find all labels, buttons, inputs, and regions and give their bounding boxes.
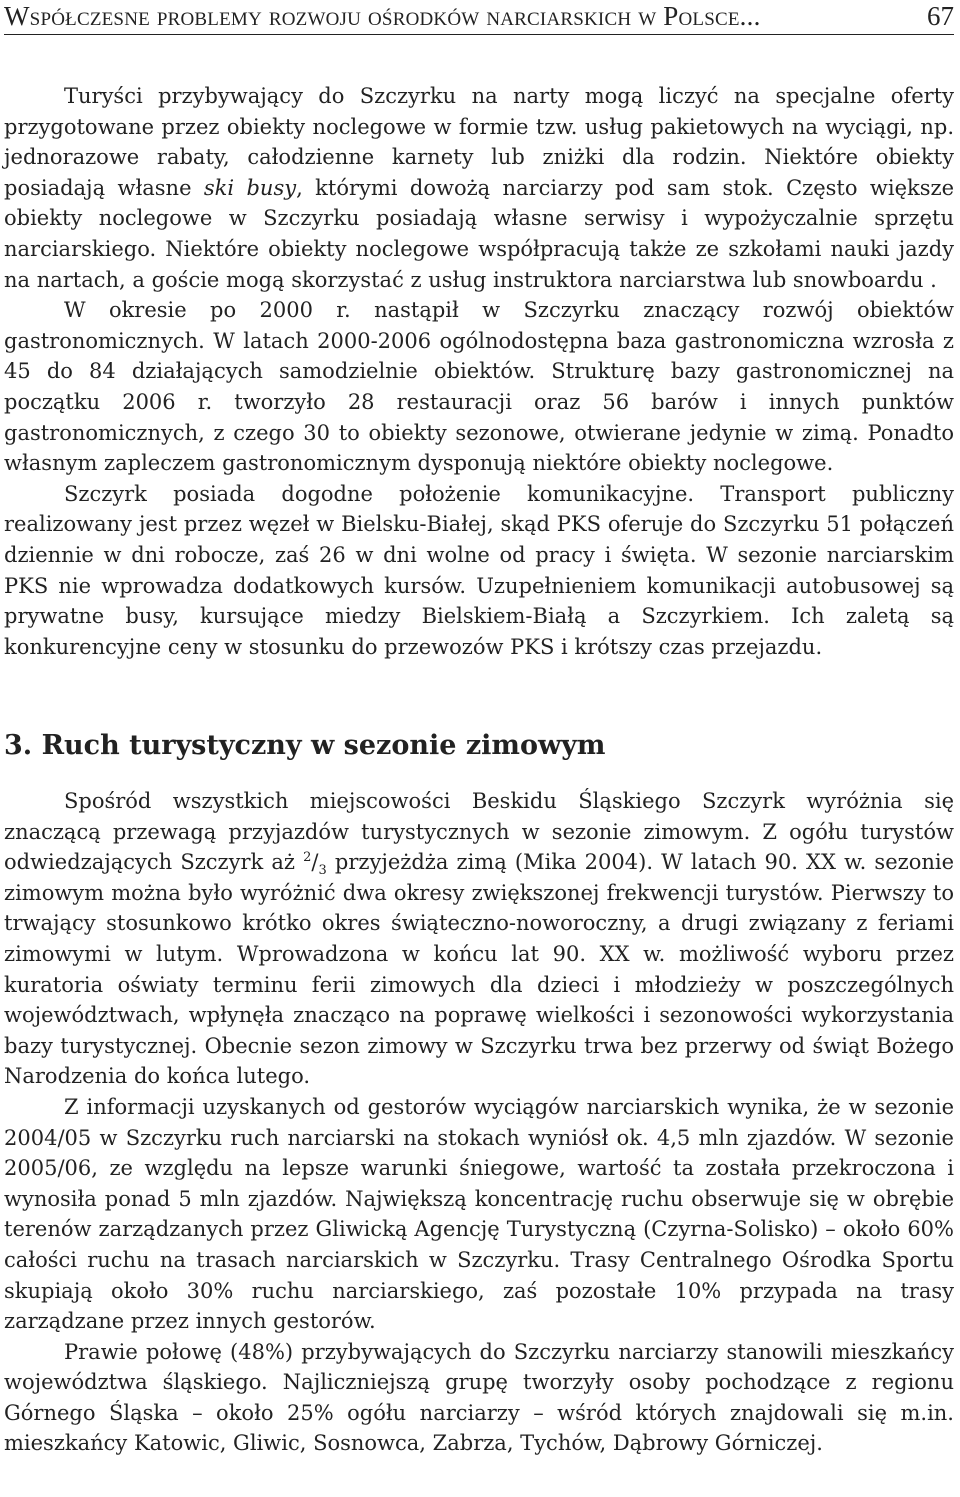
section-heading: 3. Ruch turystyczny w sezonie zimowym bbox=[4, 730, 606, 761]
fraction-denominator: 3 bbox=[318, 863, 327, 879]
document-page bbox=[4, 0, 955, 1456]
paragraph-gastronomy: W okresie po 2000 r. nastąpił w Szczyrku znaczący rozwój obiektów gastronomicznych. W latach 2000-2006 ogólnodostępna baza gastronomiczna wzrosła z 45 do 84 działających samodzielnie obiektów. Strukturę bazy gastronomicznej na początku 2006 r. tworzyło 28 restauracji oraz 56 barów i innych punktów gastronomicznych, z czego 30 to obiekty sezonowe, otwierane jedynie w zimą. Ponadto własnym zapleczem gastronomicznym dysponują niektóre obiekty noclegowe. bbox=[4, 298, 954, 476]
body-text-top bbox=[4, 81, 954, 662]
page-number: 67 bbox=[927, 1, 954, 31]
paragraph-skier-origin: Prawie połowę (48%) przybywających do Szczyrku narciarzy stanowili mieszkańcy województwa śląskiego. Najliczniejszą grupę tworzyły osoby pochodzące z regionu Górnego Śląska – około 25% ogółu narciarzy – wśród których znajdowali się m.in. mieszkańcy Katowic, Gliwic, Sosnowca, Zabrza, Tychów, Dąbrowy Górniczej. bbox=[4, 1339, 954, 1456]
paragraph-text: przyjeżdża zimą (Mika 2004). W latach 90. XX w. sezonie zimowym można było wyróżnić dwa okresy zwiększonej frekwencji turystów. Pierwszy to trwający stosunkowo krótko okres świąteczno-noworoczny, a drugi związany z feriami zimowymi w lutym. Wprowadzona w końcu lat 90. XX w. możliwość wyboru przez kuratoria oświaty terminu ferii zimowych dla dzieci i młodzieży w poszczególnych województwach, wpłynęła znacząco na poprawę wielkości i sezonowości wykorzystania bazy turystycznej. Obecnie sezon zimowy w Szczyrku trwa bez przerwy od świąt Bożego Narodzenia do końca lutego. bbox=[4, 850, 955, 1089]
section-body bbox=[4, 786, 954, 1459]
paragraph-ski-offers bbox=[4, 81, 954, 295]
paragraph-text: Spośród wszystkich miejscowości Beskidu Śląskiego Szczyrk wyróżnia się znaczącą przewagą przyjazdów turystycznych w sezonie zimowym. Z ogółu turystów odwiedzających Szczyrk aż bbox=[4, 789, 954, 875]
italic-term: ski busy bbox=[203, 175, 297, 200]
running-title: Współczesne problemy rozwoju ośrodków narciarskich w Polsce... bbox=[4, 1, 761, 31]
fraction-numerator: 2 bbox=[303, 850, 312, 866]
paragraph-winter-season: Spośród wszystkich miejscowości Beskidu Śląskiego Szczyrk wyróżnia się znaczącą przewagą przyjazdów turystycznych w sezonie zimowym. Z ogółu turystów odwiedzających Szczyrk aż $^2/_3$ przyjeżdża zimą (Mika 2004). W latach 90. XX w. sezonie zimowym można było wyróżnić dwa okresy zwiększonej frekwencji turystów. Pierwszy to trwający stosunkowo krótko okres świąteczno-noworoczny, a drugi związany z feriami zimowymi w lutym. Wprowadzona w końcu lat 90. XX w. możliwość wyboru przez kuratoria oświaty terminu ferii zimowych dla dzieci i młodzieży w poszczególnych województwach, wpłynęła znacząco na poprawę wielkości i sezonowości wykorzystania bazy turystycznej. Obecnie sezon zimowy w Szczyrku trwa bez przerwy od świąt Bożego Narodzenia do końca lutego. bbox=[4, 789, 955, 1089]
page-header bbox=[4, 0, 954, 35]
paragraph-text: Turyści przybywający do Szczyrku na narty mogą liczyć na specjalne oferty przygotowane przez obiekty noclegowe w formie tzw. usług pakietowych na wyciągi, np. jednorazowe rabaty, całodzienne karnety lub zniżki dla rodzin. Niektóre obiekty posiadają własne bbox=[4, 84, 954, 200]
paragraph-text: , którymi dowożą narciarzy pod sam stok. Często większe obiekty noclegowe w Szczyrku posiadają własne serwisy i wypożyczalnie sprzętu narciarskiego. Niektóre obiekty noclegowe współpracują także ze szkołami nauki jazdy na nartach, a goście mogą skorzystać z usług instruktora narciarstwa lub snowboardu . bbox=[4, 175, 955, 292]
paragraph-transport: Szczyrk posiada dogodne położenie komunikacyjne. Transport publiczny realizowany jest przez węzeł w Bielsku-Białej, skąd PKS oferuje do Szczyrku 51 połączeń dziennie w dni robocze, zaś 26 w dni wolne od pracy i święta. W sezonie narciarskim PKS nie wprowadza dodatkowych kursów. Uzupełnieniem komunikacji autobusowej są prywatne busy, kursujące miedzy Bielskiem-Białą a Szczyrkiem. Ich zaletą są konkurencyjne ceny w stosunku do przewozów PKS i krótszy czas przejazdu. bbox=[4, 481, 954, 659]
paragraph-ski-traffic: Z informacji uzyskanych od gestorów wyciągów narciarskich wynika, że w sezonie 2004/05 w Szczyrku ruch narciarski na stokach wyniósł ok. 4,5 mln zjazdów. W sezonie 2005/06, ze względu na lepsze warunki śniegowe, wartość ta została przekroczona i wynosiła ponad 5 mln zjazdów. Największą koncentrację ruchu obserwuje się w obrębie terenów zarządzanych przez Gliwicką Agencję Turystyczną (Czyrna-Solisko) – około 60% całości ruchu na trasach narciarskich w Szczyrku. Trasy Centralnego Ośrodka Sportu skupiają około 30% ruchu narciarskiego, zaś pozostałe 10% przypada na trasy zarządzane przez innych gestorów. bbox=[4, 1094, 954, 1334]
